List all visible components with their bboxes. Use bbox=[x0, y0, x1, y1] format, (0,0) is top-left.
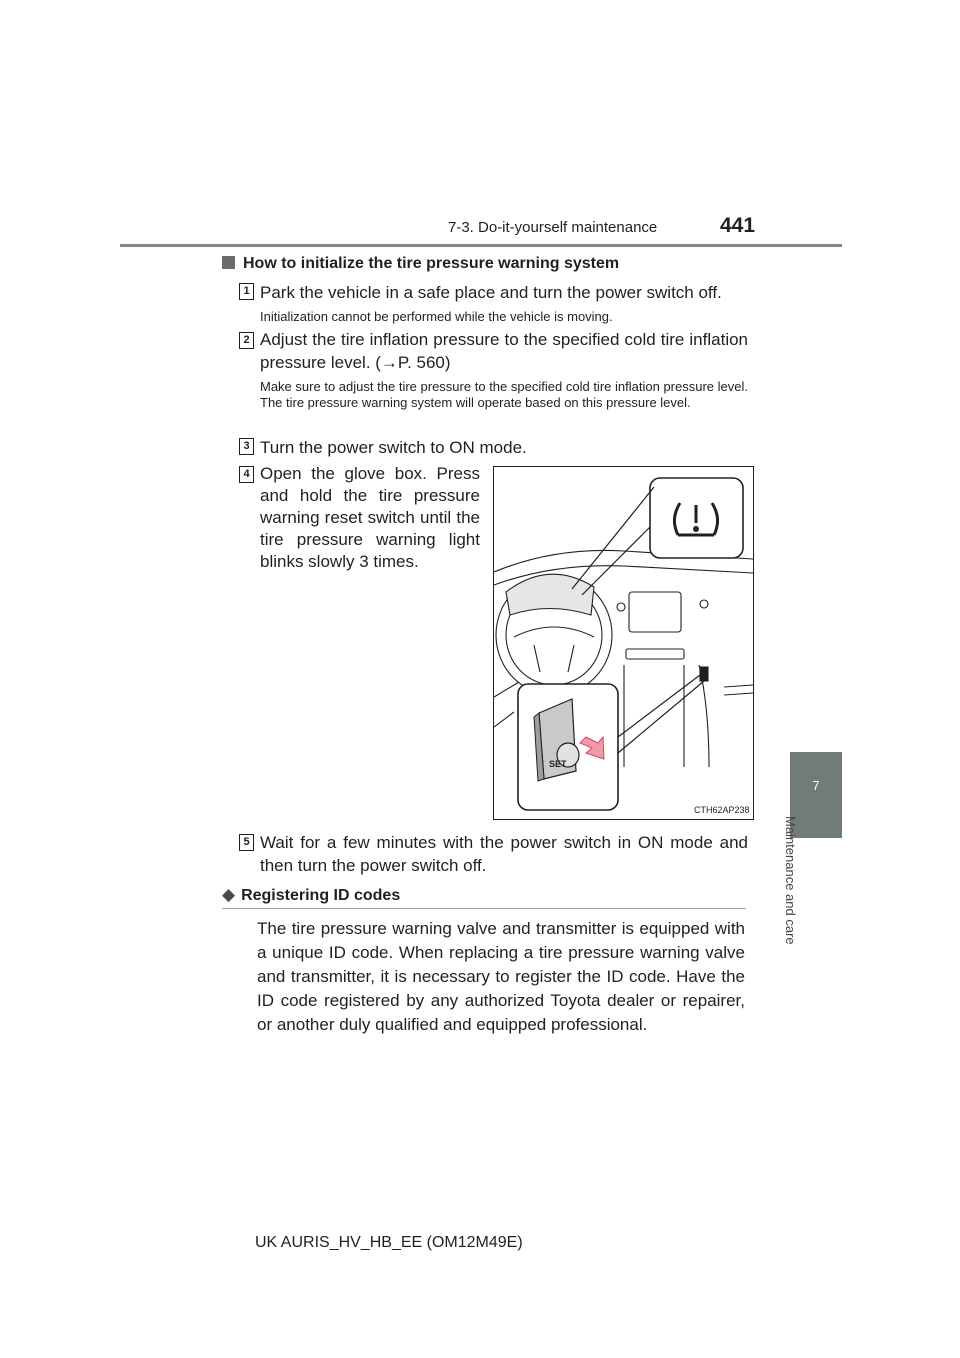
subsection-divider bbox=[222, 908, 746, 909]
dashboard-drawing bbox=[494, 467, 753, 819]
chapter-number: 7 bbox=[812, 778, 820, 793]
header-section-title: 7-3. Do-it-yourself maintenance bbox=[448, 219, 658, 236]
figure-code: CTH62AP238 bbox=[694, 805, 750, 815]
step-1-text: Park the vehicle in a safe place and turn the power switch off. bbox=[260, 283, 722, 302]
subsection-body: The tire pressure warning valve and transmitter is equipped with a unique ID code. When replacing a tire pressure warning valve and transmitter, it is necessary to register the ID code. Have the ID code registered by any authorized Toyota dealer or repairer, or another duly qualified and equipped professional. bbox=[257, 919, 745, 1034]
step-2-note: Make sure to adjust the tire pressure to the specified cold tire inflation pressure level. The tire pressure warning system will operate based on this pressure level. bbox=[260, 379, 748, 410]
square-bullet-icon bbox=[222, 256, 235, 269]
step-1-note: Initialization cannot be performed while the vehicle is moving. bbox=[260, 309, 613, 324]
chapter-title: Maintenance and care bbox=[783, 816, 798, 945]
tpms-reset-switch-illustration bbox=[493, 466, 754, 820]
step-4-text: Open the glove box. Press and hold the tire pressure warning reset switch until the tire pressure warning light blinks slowly 3 times. bbox=[260, 464, 480, 571]
section-title: How to initialize the tire pressure warning system bbox=[222, 255, 619, 273]
step-number-5: 5 bbox=[239, 834, 254, 851]
header-divider bbox=[120, 244, 842, 247]
page-number: 441 bbox=[720, 214, 756, 237]
diamond-bullet-icon: ◆ bbox=[222, 885, 236, 904]
footer-model-code: UK AURIS_HV_HB_EE (OM12M49E) bbox=[255, 1234, 523, 1251]
subsection-title: ◆ Registering ID codes bbox=[222, 885, 401, 904]
step-5-text: Wait for a few minutes with the power switch in ON mode and then turn the power switch off. bbox=[260, 833, 748, 875]
step-number-3: 3 bbox=[239, 438, 254, 455]
step-number-4: 4 bbox=[239, 466, 254, 483]
step-2-text: Adjust the tire inflation pressure to the specified cold tire inflation pressure level. (→P. 560) bbox=[260, 330, 748, 372]
svg-text:SET: SET bbox=[549, 759, 567, 769]
step-3-text: Turn the power switch to ON mode. bbox=[260, 438, 527, 457]
step-number-1: 1 bbox=[239, 283, 254, 300]
step-number-2: 2 bbox=[239, 332, 254, 349]
